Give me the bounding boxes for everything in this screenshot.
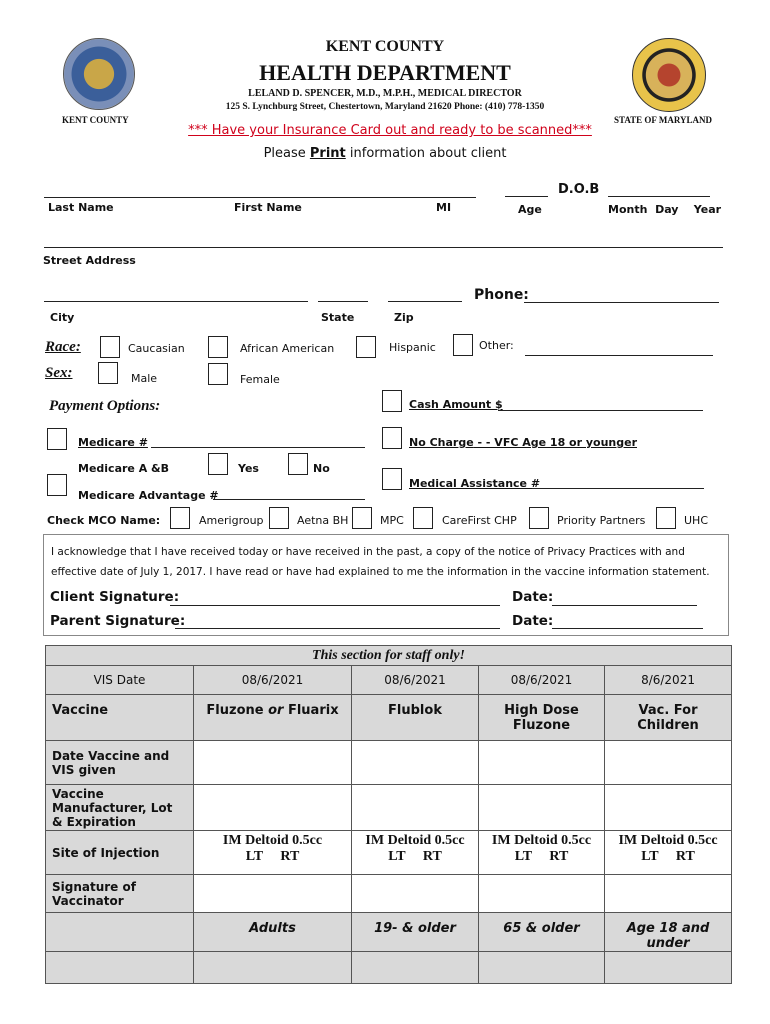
- mco-label: Check MCO Name:: [47, 514, 161, 527]
- vaccinator-cell-2[interactable]: [352, 875, 479, 913]
- vaccinator-cell-4[interactable]: [605, 875, 732, 913]
- age-group-3: 65 & older: [479, 913, 605, 952]
- footer-cell-2: [194, 952, 352, 984]
- staff-table: [45, 645, 732, 984]
- vis-date-1: 08/6/2021: [194, 666, 352, 695]
- vaccine-high-dose: High Dose Fluzone: [479, 695, 605, 741]
- mco-mpc-checkbox[interactable]: [352, 507, 372, 529]
- cash-label: Cash Amount $: [409, 398, 503, 411]
- client-signature-label: Client Signature:: [50, 589, 180, 605]
- race-label: Race:: [45, 339, 81, 355]
- mco-uhc-label: UHC: [684, 514, 709, 527]
- maryland-label: STATE OF MARYLAND: [614, 115, 713, 125]
- footer-cell-5: [605, 952, 732, 984]
- address-line: 125 S. Lynchburg Street, Chestertown, Maryland 21620 Phone: (410) 778-1350: [225, 102, 545, 112]
- mi-label: MI: [436, 201, 452, 214]
- no-charge-checkbox[interactable]: [382, 427, 402, 449]
- county-title: KENT COUNTY: [325, 38, 445, 55]
- print-instruction: Please Print information about client: [263, 146, 507, 161]
- medicare-ab-label: Medicare A &B: [78, 462, 170, 475]
- mco-uhc-checkbox[interactable]: [656, 507, 676, 529]
- parent-date-line[interactable]: [552, 628, 703, 629]
- client-date-label: Date:: [512, 589, 554, 605]
- city-line[interactable]: [44, 301, 308, 302]
- name-line[interactable]: [44, 197, 476, 198]
- mco-mpc-label: MPC: [380, 514, 404, 527]
- site-cell-2[interactable]: IM Deltoid 0.5cc LT RT: [352, 831, 479, 875]
- client-signature-line[interactable]: [170, 605, 500, 606]
- no-charge-label: No Charge - - VFC Age 18 or younger: [409, 436, 638, 449]
- mco-aetna-checkbox[interactable]: [269, 507, 289, 529]
- footer-cell-1: [46, 952, 194, 984]
- vaccine-label: Vaccine: [46, 695, 194, 741]
- vis-date-label: VIS Date: [46, 666, 194, 695]
- vis-date-3: 08/6/2021: [479, 666, 605, 695]
- race-other-line[interactable]: [525, 355, 713, 356]
- medicare-line[interactable]: [151, 447, 365, 448]
- mco-aetna-label: Aetna BH: [297, 514, 349, 527]
- medicare-no-label: No: [313, 462, 330, 475]
- last-name-label: Last Name: [48, 201, 114, 214]
- manufacturer-cell-3[interactable]: [479, 785, 605, 831]
- age-group-4: Age 18 and under: [605, 913, 732, 952]
- date-given-cell-4[interactable]: [605, 741, 732, 785]
- footer-cell-4: [479, 952, 605, 984]
- site-cell-4[interactable]: IM Deltoid 0.5cc LT RT: [605, 831, 732, 875]
- date-given-cell-2[interactable]: [352, 741, 479, 785]
- payment-options-label: Payment Options:: [49, 398, 161, 414]
- sex-male-label: Male: [131, 372, 158, 385]
- age-line[interactable]: [505, 196, 548, 197]
- cash-checkbox[interactable]: [382, 390, 402, 412]
- zip-line[interactable]: [388, 301, 462, 302]
- acknowledgement-text-1: I acknowledge that I have received today or have received in the past, a copy of the notice of Privacy Practices with and: [51, 546, 685, 558]
- sex-male-checkbox[interactable]: [98, 362, 118, 384]
- mco-carefirst-label: CareFirst CHP: [442, 514, 517, 527]
- dob-line[interactable]: [608, 196, 710, 197]
- street-line[interactable]: [44, 247, 723, 248]
- vaccine-flublok: Flublok: [352, 695, 479, 741]
- medical-assistance-line[interactable]: [532, 488, 704, 489]
- race-hispanic-checkbox[interactable]: [356, 336, 376, 358]
- cash-line[interactable]: [498, 410, 703, 411]
- date-given-cell-3[interactable]: [479, 741, 605, 785]
- race-other-checkbox[interactable]: [453, 334, 473, 356]
- vaccinator-signature-label: Signature of Vaccinator: [46, 875, 194, 913]
- medicare-yes-label: Yes: [238, 462, 259, 475]
- insurance-notice: *** Have your Insurance Card out and ready to be scanned***: [188, 123, 592, 138]
- director-line: LELAND D. SPENCER, M.D., M.P.H., MEDICAL DIRECTOR: [248, 88, 522, 99]
- vaccine-fluzone-fluarix: Fluzone or Fluarix: [194, 695, 352, 741]
- sex-label: Sex:: [45, 365, 73, 381]
- mco-carefirst-checkbox[interactable]: [413, 507, 433, 529]
- parent-signature-line[interactable]: [175, 628, 500, 629]
- date-given-label: Date Vaccine and VIS given: [46, 741, 194, 785]
- manufacturer-label: Vaccine Manufacturer, Lot & Expiration: [46, 785, 194, 831]
- vaccinator-cell-3[interactable]: [479, 875, 605, 913]
- medicare-advantage-label: Medicare Advantage #: [78, 489, 219, 502]
- street-label: Street Address: [43, 254, 136, 267]
- race-caucasian-checkbox[interactable]: [100, 336, 120, 358]
- state-label: State: [321, 311, 355, 324]
- race-hispanic-label: Hispanic: [389, 341, 436, 354]
- age-group-label-cell: [46, 913, 194, 952]
- site-cell-3[interactable]: IM Deltoid 0.5cc LT RT: [479, 831, 605, 875]
- mco-priority-checkbox[interactable]: [529, 507, 549, 529]
- phone-line[interactable]: [524, 302, 719, 303]
- medicare-label: Medicare #: [78, 436, 148, 449]
- first-name-label: First Name: [234, 201, 302, 214]
- medicare-no-checkbox[interactable]: [288, 453, 308, 475]
- phone-label: Phone:: [474, 287, 529, 303]
- client-date-line[interactable]: [552, 605, 697, 606]
- vaccine-children: Vac. For Children: [605, 695, 732, 741]
- zip-label: Zip: [394, 311, 414, 324]
- department-title: HEALTH DEPARTMENT: [259, 60, 511, 85]
- age-group-1: Adults: [194, 913, 352, 952]
- mco-amerigroup-label: Amerigroup: [199, 514, 264, 527]
- medicare-yes-checkbox[interactable]: [208, 453, 228, 475]
- medicare-advantage-checkbox[interactable]: [47, 474, 67, 496]
- vaccinator-cell-1[interactable]: [194, 875, 352, 913]
- race-other-label: Other:: [479, 339, 514, 352]
- date-given-cell-1[interactable]: [194, 741, 352, 785]
- dob-label: D.O.B: [558, 182, 600, 197]
- parent-date-label: Date:: [512, 613, 554, 629]
- sex-female-label: Female: [240, 373, 280, 386]
- acknowledgement-text-2: effective date of July 1, 2017. I have read or have had explained to me the information in the vaccine information statement.: [51, 566, 710, 578]
- month-day-year-label: Month Day Year: [608, 203, 722, 216]
- manufacturer-cell-2[interactable]: [352, 785, 479, 831]
- staff-title: This section for staff only!: [46, 646, 732, 666]
- race-caucasian-label: Caucasian: [128, 342, 185, 355]
- vis-date-4: 8/6/2021: [605, 666, 732, 695]
- city-label: City: [50, 311, 75, 324]
- race-african-american-label: African American: [240, 342, 335, 355]
- state-line[interactable]: [318, 301, 368, 302]
- site-cell-1[interactable]: IM Deltoid 0.5cc LT RT: [194, 831, 352, 875]
- manufacturer-cell-4[interactable]: [605, 785, 732, 831]
- age-group-2: 19- & older: [352, 913, 479, 952]
- race-african-american-checkbox[interactable]: [208, 336, 228, 358]
- kent-county-label: KENT COUNTY: [62, 115, 129, 125]
- parent-signature-label: Parent Signature:: [50, 613, 186, 629]
- mco-amerigroup-checkbox[interactable]: [170, 507, 190, 529]
- medicare-advantage-line[interactable]: [213, 499, 365, 500]
- manufacturer-cell-1[interactable]: [194, 785, 352, 831]
- mco-priority-label: Priority Partners: [557, 514, 646, 527]
- medicare-checkbox[interactable]: [47, 428, 67, 450]
- medical-assistance-checkbox[interactable]: [382, 468, 402, 490]
- site-label: Site of Injection: [46, 831, 194, 875]
- sex-female-checkbox[interactable]: [208, 363, 228, 385]
- footer-cell-3: [352, 952, 479, 984]
- medical-assistance-label: Medical Assistance #: [409, 477, 541, 490]
- acknowledgement-box: [43, 534, 729, 636]
- vis-date-2: 08/6/2021: [352, 666, 479, 695]
- age-label: Age: [518, 203, 542, 216]
